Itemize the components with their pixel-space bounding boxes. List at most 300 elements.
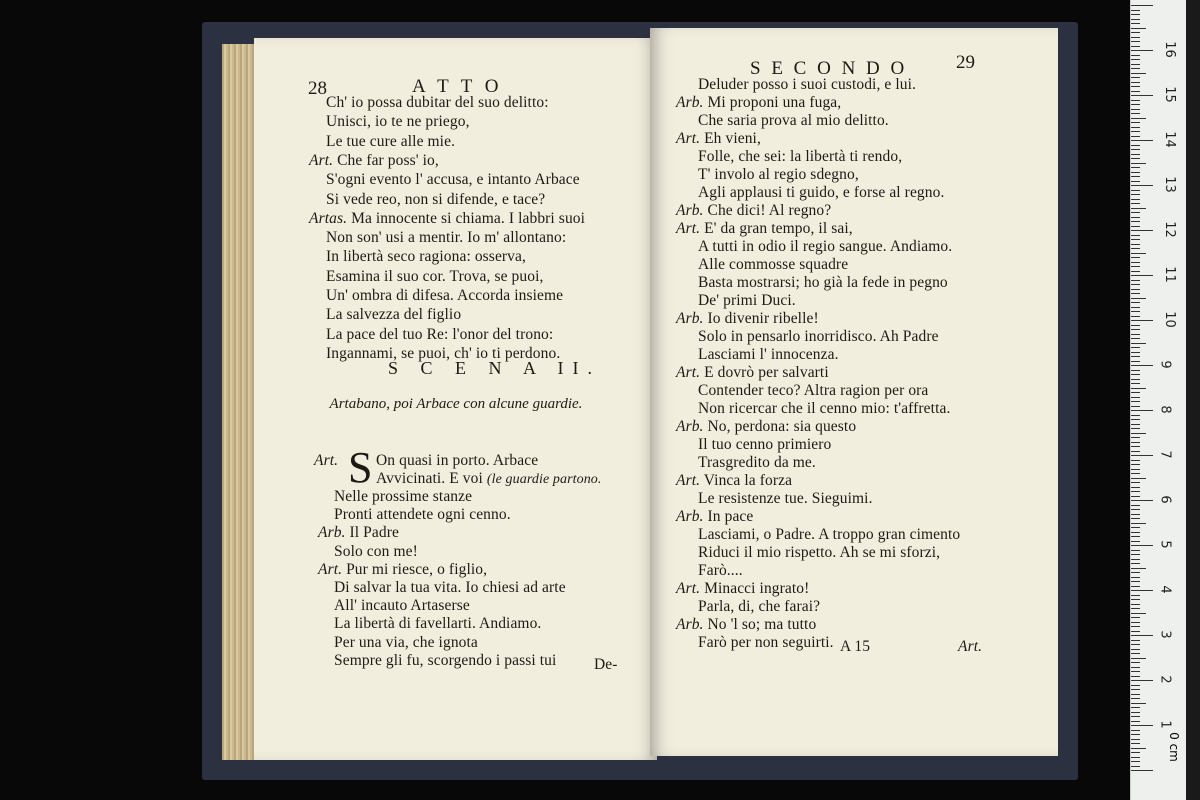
verse-text: Solo in pensarlo inorridisco. Ah Padre [698,328,939,345]
ruler-tick [1131,446,1140,447]
ruler-tick [1131,118,1146,119]
ruler-tick [1131,554,1140,555]
verse-text: Basta mostrarsi; ho già la fede in pegno [698,274,948,291]
ruler-tick [1131,46,1140,47]
ruler-tick [1131,347,1140,348]
ruler-tick [1131,19,1140,20]
ruler-tick [1131,325,1140,326]
ruler-tick [1131,608,1140,609]
ruler-number: 4 [1157,585,1173,594]
ruler-tick [1131,424,1140,425]
verse-text: E dovrò per salvarti [704,364,829,381]
ruler-tick [1131,622,1140,623]
ruler-tick [1131,392,1140,393]
ruler-tick [1131,73,1146,74]
catchword: Art. [958,638,983,655]
verse-line [318,524,399,542]
ruler-tick [1131,703,1146,704]
running-head: S E C O N D O [750,58,908,79]
ruler-tick [1131,23,1140,24]
ruler-tick [1131,653,1140,654]
verse-line [309,210,585,228]
verse-text: Mi proponi una fuga, [707,94,842,111]
speaker-label: Arb. [676,418,704,435]
verse-line [676,220,853,238]
ruler-tick [1131,707,1140,708]
ruler-tick [1131,410,1153,411]
ruler-tick [1131,689,1140,690]
ruler-tick [1131,293,1140,294]
verse-line [334,506,511,524]
ruler-tick [1131,122,1140,123]
ruler-tick [1131,190,1140,191]
verse-line [676,472,792,490]
ruler-tick [1131,725,1153,726]
ruler-tick [1131,635,1153,636]
ruler-tick [1131,676,1140,677]
verse-line [698,382,928,400]
verse-text: T' involo al regio sdegno, [698,166,859,183]
ruler-tick [1131,271,1140,272]
verse-text: Che dici! Al regno? [707,202,832,219]
verse-line [698,166,859,184]
ruler-tick [1131,473,1140,474]
ruler-tick [1131,640,1140,641]
verse-line [326,191,545,209]
ruler-tick [1131,383,1140,384]
ruler-tick [1131,406,1140,407]
ruler-tick [1131,460,1140,461]
ruler-tick [1131,505,1140,506]
verse-text: Sempre gli fu, scorgendo i passi tui [334,651,557,669]
ruler-tick [1131,613,1146,614]
ruler-tick [1131,343,1146,344]
ruler-tick [1131,239,1140,240]
ruler-tick [1131,419,1140,420]
ruler-tick [1131,64,1140,65]
ruler-tick [1131,253,1146,254]
verse-text: E' da gran tempo, il sai, [704,220,853,237]
ruler-tick [1131,28,1146,29]
stage-direction: Artabano, poi Arbace con alcune guardie. [329,396,583,412]
ruler-tick [1131,338,1140,339]
speaker-label: Art. [676,580,701,597]
ruler-tick [1131,698,1140,699]
ruler-tick [1131,509,1140,510]
verse-line [698,526,960,544]
ruler-tick [1131,100,1140,101]
ruler-tick [1131,415,1140,416]
ruler-tick [1131,694,1140,695]
right-page [650,28,1058,756]
ruler-tick [1131,644,1140,645]
signature-mark: A 15 [840,638,871,655]
ruler-tick [1131,77,1140,78]
ruler-tick [1131,284,1140,285]
verse-text: Pur mi riesce, o figlio, [346,560,488,578]
verse-text: Agli applausi ti guido, e forse al regno. [698,184,945,201]
verse-line [326,94,549,112]
speaker-label: Art. [676,472,701,489]
verse-text: Non ricercar che il cenno mio: t'affretta. [698,400,951,417]
verse-text: Esamina il suo cor. Trova, se puoi, [326,267,544,285]
verse-text: La libertà di favellarti. Andiamo. [334,615,542,633]
ruler-tick [1131,685,1140,686]
ruler-tick [1131,761,1140,762]
ruler-tick [1131,496,1140,497]
ruler-tick [1131,550,1140,551]
verse-text: Che saria prova al mio delitto. [698,112,889,129]
page-number: 29 [956,52,975,73]
ruler-tick [1131,298,1146,299]
ruler-tick [1131,136,1140,137]
ruler-tick [1131,226,1140,227]
ruler-tick [1131,356,1140,357]
ruler-number: 7 [1157,450,1173,459]
verse-line [698,598,820,616]
left-page [254,38,657,760]
ruler-tick [1131,379,1140,380]
ruler-tick [1131,397,1140,398]
verse-line [698,76,916,94]
ruler-tick [1131,14,1140,15]
ruler-tick [1131,316,1140,317]
speaker-label: Arb. [676,94,704,111]
ruler-tick [1131,361,1140,362]
speaker-label: Art. [676,364,701,381]
ruler-tick [1131,716,1140,717]
speaker-label: Art. [676,130,701,147]
verse-text: Per una via, che ignota [334,633,478,651]
ruler-tick [1131,374,1140,375]
ruler-tick [1131,464,1140,465]
ruler-tick [1131,563,1140,564]
verse-text: Ma innocente si chiama. I labbri suoi [351,209,586,227]
ruler-tick [1131,658,1146,659]
verse-text: Non son' usi a mentir. Io m' allontano: [326,229,567,247]
ruler-number: 14 [1161,131,1177,148]
verse-text: Trasgredito da me. [698,454,816,471]
ruler-tick [1131,37,1140,38]
ruler-tick [1131,244,1140,245]
ruler-tick [1131,145,1140,146]
verse-line [698,328,939,346]
ruler-tick [1131,199,1140,200]
ruler-number: 16 [1161,41,1177,58]
ruler-tick [1131,748,1146,749]
ruler-tick [1131,91,1140,92]
ruler-tick [1131,329,1140,330]
ruler-tick [1131,581,1140,582]
verse-line [334,634,478,652]
ruler-tick [1131,545,1153,546]
ruler-tick [1131,514,1140,515]
verse-line [698,184,944,202]
ruler-tick [1131,221,1140,222]
scene-title: S C E N A II. [388,358,602,378]
running-head: A T T O [412,76,503,97]
verse-line [698,634,834,652]
speaker-label: Arb. [676,508,704,525]
ruler-tick [1131,217,1140,218]
verse-line [676,94,841,112]
verse-text: Ch' io possa dubitar del suo delitto: [326,94,549,111]
verse-text: Deluder posso i suoi custodi, e lui. [698,76,916,93]
verse-line [326,326,553,344]
verse-text: Vinca la forza [703,472,793,489]
ruler-tick [1131,766,1140,767]
verse-text: La salvezza del figlio [326,306,462,324]
verse-line [326,287,563,305]
ruler-tick [1131,32,1140,33]
ruler-tick [1131,320,1153,321]
ruler-tick [1131,523,1146,524]
verse-text: Contender teco? Altra ragion per ora [698,382,929,399]
ruler-number: 6 [1157,495,1173,504]
ruler-tick [1131,518,1140,519]
ruler-tick [1131,671,1140,672]
ruler-tick [1131,649,1140,650]
verse-line [698,346,839,364]
ruler-tick [1131,55,1140,56]
ruler-number: 10 [1161,311,1177,328]
verse-line [698,274,948,292]
verse-text: Lasciami l' innocenza. [698,346,839,363]
ruler-tick [1131,631,1140,632]
verse-line [676,130,761,148]
verse-text: Il tuo cenno primiero [698,436,832,453]
verse-line [676,364,829,382]
ruler-tick [1131,739,1140,740]
verse-line [698,292,796,310]
verse-text: Folle, che sei: la libertà ti rendo, [698,148,903,165]
ruler-tick [1131,311,1140,312]
verse-line [326,306,461,324]
ruler-number: 1 [1157,720,1173,729]
ruler-tick [1131,158,1140,159]
ruler-tick [1131,203,1140,204]
verse-line [326,171,580,189]
ruler-tick [1131,248,1140,249]
ruler-number: 5 [1157,540,1173,549]
ruler-number: 3 [1157,630,1173,639]
verse-text: Alle commosse squadre [698,256,849,273]
ruler-number: 2 [1157,675,1173,684]
ruler-tick [1131,50,1153,51]
ruler-tick [1131,208,1146,209]
ruler-number: 13 [1161,176,1177,193]
ruler-tick [1131,86,1140,87]
ruler-tick [1131,734,1140,735]
ruler-tick [1131,482,1140,483]
verse-line [334,597,470,615]
speaker-label: Art. [676,220,701,237]
verse-line [326,268,543,286]
verse-line [318,561,487,579]
speaker-label: Art. [309,151,334,169]
ruler-tick [1131,770,1153,771]
ruler-tick [1131,307,1140,308]
drop-cap: S [348,443,373,492]
measuring-ruler [1130,0,1191,800]
speaker-label: Arb. [676,616,704,633]
verse-line [676,202,831,220]
verse-line [698,256,848,274]
ruler-tick [1131,500,1153,501]
verse-text: Pronti attendete ogni cenno. [334,506,511,524]
verse-text: Eh vieni, [704,130,761,147]
ruler-tick [1131,487,1140,488]
ruler-tick [1131,662,1140,663]
ruler-tick [1131,154,1140,155]
ruler-tick [1131,752,1140,753]
ruler-tick [1131,10,1140,11]
verse-text: In libertà seco ragiona: osserva, [326,248,526,266]
ruler-tick [1131,109,1140,110]
ruler-tick [1131,370,1140,371]
verse-text: Che far poss' io, [337,151,439,169]
ruler-number: 9 [1157,360,1173,369]
ruler-tick [1131,212,1140,213]
verse-text: Io divenir ribelle! [707,310,819,327]
verse-text: Le resistenze tue. Sieguimi. [698,490,873,507]
ruler-tick [1131,586,1140,587]
verse-text: Lasciami, o Padre. A troppo gran cimento [698,526,961,543]
ruler-tick [1131,455,1153,456]
page-number: 28 [308,78,327,99]
ruler-tick [1131,167,1140,168]
ruler-tick [1131,289,1140,290]
ruler-tick [1131,757,1140,758]
verse-line [334,488,472,506]
verse-text: A tutti in odio il regio sangue. Andiamo. [698,238,953,255]
ruler-number: 11 [1161,266,1177,283]
verse-line [334,579,566,597]
verse-line [698,544,940,562]
verse-text: No, perdona: sia questo [707,418,857,435]
verse-line [698,562,743,580]
verse-line [309,152,439,170]
ruler-tick [1131,721,1140,722]
verse-text: In pace [707,508,754,525]
ruler-tick [1131,82,1140,83]
verse-line [698,454,816,472]
ruler-tick [1131,172,1140,173]
ruler-tick [1131,599,1140,600]
verse-line [676,508,753,526]
verse-text: Ingannami, se puoi, ch' io ti perdono. [326,344,561,362]
ruler-tick [1131,590,1153,591]
ruler-tick [1131,532,1140,533]
speaker-label: Art. [314,452,339,469]
ruler-tick [1131,59,1140,60]
ruler-tick [1131,667,1140,668]
ruler-tick [1131,235,1140,236]
ruler-tick [1131,604,1140,605]
ruler-tick [1131,527,1140,528]
ruler-tick [1131,712,1140,713]
ruler-tick [1131,149,1140,150]
verse-line [698,490,873,508]
verse-line [698,112,889,130]
ruler-tick [1131,577,1140,578]
ruler-tick [1131,163,1146,164]
ruler-tick [1131,140,1153,141]
ruler-tick [1131,617,1140,618]
ruler-tick [1131,230,1153,231]
verse-line [676,580,809,598]
verse-text: S'ogni evento l' accusa, e intanto Arbace [326,171,580,189]
ruler-tick [1131,541,1140,542]
ruler-tick [1131,568,1146,569]
ruler-tick [1131,104,1140,105]
ruler-tick [1131,469,1140,470]
verse-text: Di salvar la tua vita. Io chiesi ad arte [334,579,566,596]
verse-line [698,148,902,166]
verse-line: On quasi in porto. Arbace [376,452,539,469]
verse-line [698,238,952,256]
ruler-tick [1131,680,1153,681]
ruler-edge [1186,0,1200,800]
ruler-tick [1131,194,1140,195]
catchword: De- [594,656,618,673]
verse-line [676,310,819,328]
verse-text: Un' ombra di difesa. Accorda insieme [326,287,564,304]
ruler-tick [1131,181,1140,182]
verse-line: Avvicinati. E voi (le guardie partono. [376,470,602,487]
ruler-tick [1131,401,1140,402]
verse-text: Parla, di, che farai? [698,598,821,615]
ruler-tick [1131,352,1140,353]
verse-text: Unisci, io te ne priego, [326,113,470,131]
verse-text: Farò per non seguirti. [698,634,834,651]
verse-text: Le tue cure alle mie. [326,132,456,150]
verse-text: Farò.... [698,562,743,579]
speaker-label: Arb. [318,524,346,542]
ruler-tick [1131,95,1153,96]
ruler-tick [1131,428,1140,429]
ruler-tick [1131,442,1140,443]
verse-line [334,652,556,670]
ruler-tick [1131,41,1140,42]
verse-text: De' primi Duci. [698,292,796,309]
ruler-tick [1131,113,1140,114]
verse-line [326,113,470,131]
ruler-number: 12 [1161,221,1177,238]
verse-text: La pace del tuo Re: l'onor del trono: [326,325,554,343]
verse-line [334,615,541,633]
verse-text: Riduci il mio rispetto. Ah se mi sforzi, [698,544,941,561]
ruler-number: 15 [1161,86,1177,103]
verse-text: Solo con me! [334,542,418,560]
speaker-label: Art. [318,560,343,578]
ruler-number: 8 [1157,405,1173,414]
ruler-tick [1131,433,1146,434]
ruler-tick [1131,451,1140,452]
verse-line [698,436,831,454]
ruler-tick [1131,5,1153,6]
ruler-tick [1131,743,1140,744]
verse-text: Si vede reo, non si difende, e tace? [326,190,546,208]
ruler-tick [1131,266,1140,267]
verse-text: Il Padre [349,524,399,542]
verse-line [676,616,816,634]
ruler-tick [1131,478,1146,479]
ruler-tick [1131,334,1140,335]
ruler-tick [1131,595,1140,596]
ruler-tick [1131,280,1140,281]
ruler-tick [1131,68,1140,69]
